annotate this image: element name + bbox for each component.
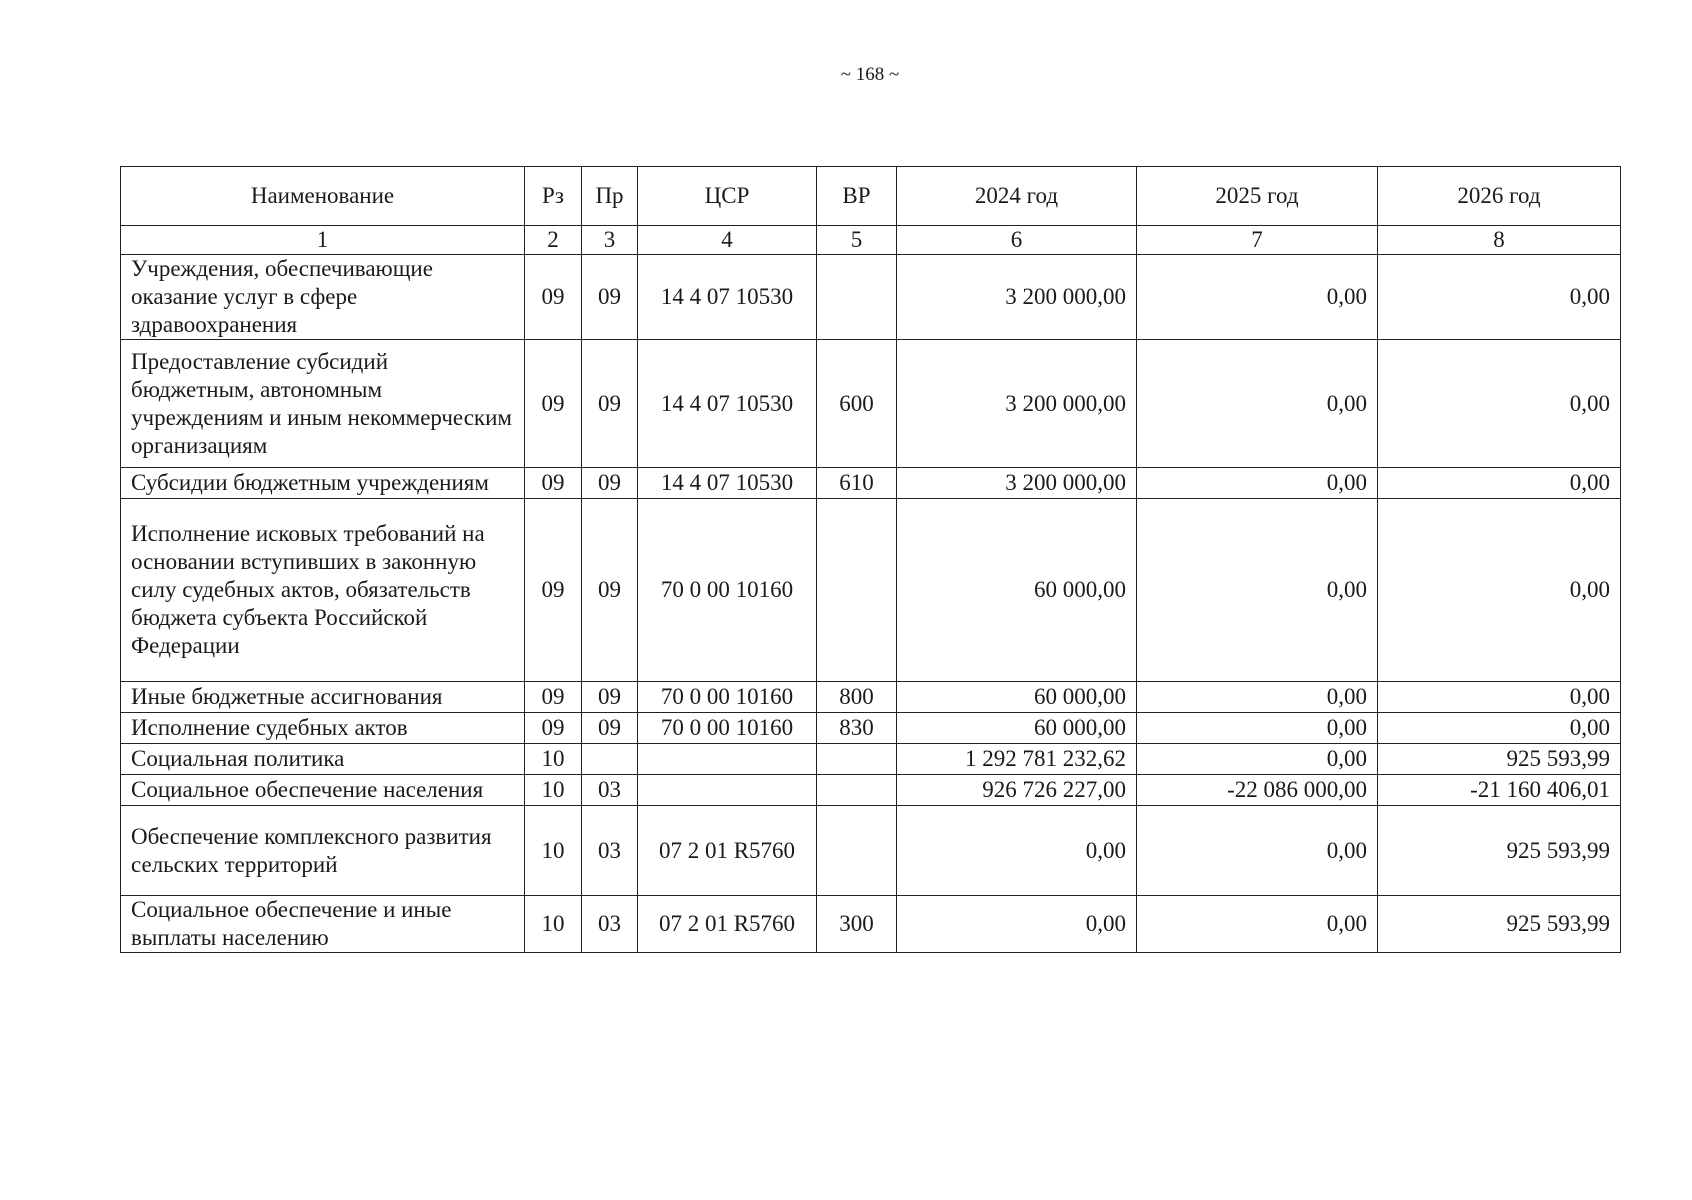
row-rz: 10 [525, 896, 582, 953]
row-pr: 09 [582, 468, 638, 499]
row-vr [817, 775, 897, 806]
row-vr [817, 744, 897, 775]
column-number: 3 [582, 226, 638, 255]
row-2026: 925 593,99 [1378, 744, 1621, 775]
row-csr [638, 775, 817, 806]
table-row [121, 806, 1621, 896]
header-vr: ВР [817, 167, 897, 226]
row-2025: 0,00 [1137, 340, 1378, 468]
row-2026: 0,00 [1378, 340, 1621, 468]
table-row [121, 682, 1621, 713]
row-2025: 0,00 [1137, 744, 1378, 775]
row-pr: 09 [582, 255, 638, 340]
row-2024: 3 200 000,00 [897, 255, 1137, 340]
header-2024: 2024 год [897, 167, 1137, 226]
header-rz: Рз [525, 167, 582, 226]
header-2025: 2025 год [1137, 167, 1378, 226]
row-rz: 09 [525, 468, 582, 499]
row-vr: 610 [817, 468, 897, 499]
table-row [121, 499, 1621, 682]
row-pr: 03 [582, 806, 638, 896]
row-2024: 1 292 781 232,62 [897, 744, 1137, 775]
row-2025: 0,00 [1137, 468, 1378, 499]
row-rz: 10 [525, 775, 582, 806]
row-2025: 0,00 [1137, 499, 1378, 682]
row-name: Социальное обеспечение населения [121, 775, 525, 806]
row-vr [817, 806, 897, 896]
page-number: ~ 168 ~ [840, 64, 900, 85]
row-rz: 09 [525, 682, 582, 713]
row-2025: -22 086 000,00 [1137, 775, 1378, 806]
row-2026: 925 593,99 [1378, 806, 1621, 896]
row-csr: 07 2 01 R5760 [638, 806, 817, 896]
row-name: Субсидии бюджетным учреждениям [121, 468, 525, 499]
row-2025: 0,00 [1137, 713, 1378, 744]
row-csr [638, 744, 817, 775]
column-number: 1 [121, 226, 525, 255]
table-row [121, 713, 1621, 744]
row-2024: 0,00 [897, 896, 1137, 953]
row-vr: 300 [817, 896, 897, 953]
column-number: 7 [1137, 226, 1378, 255]
row-rz: 09 [525, 499, 582, 682]
row-csr: 14 4 07 10530 [638, 255, 817, 340]
row-csr: 14 4 07 10530 [638, 340, 817, 468]
row-2026: 0,00 [1378, 255, 1621, 340]
row-name: Иные бюджетные ассигнования [121, 682, 525, 713]
row-2026: 925 593,99 [1378, 896, 1621, 953]
row-name: Исполнение исковых требований на основании вступивших в законную силу судебных актов, обязательств бюджета субъекта Российской Федерации [121, 499, 525, 682]
row-2025: 0,00 [1137, 255, 1378, 340]
row-name: Исполнение судебных актов [121, 713, 525, 744]
row-vr: 600 [817, 340, 897, 468]
row-2026: -21 160 406,01 [1378, 775, 1621, 806]
header-csr: ЦСР [638, 167, 817, 226]
row-2025: 0,00 [1137, 896, 1378, 953]
row-2024: 60 000,00 [897, 713, 1137, 744]
row-pr [582, 744, 638, 775]
row-csr: 70 0 00 10160 [638, 713, 817, 744]
row-2026: 0,00 [1378, 468, 1621, 499]
table-row [121, 896, 1621, 953]
table-row [121, 255, 1621, 340]
row-2024: 3 200 000,00 [897, 468, 1137, 499]
row-rz: 09 [525, 255, 582, 340]
table-row [121, 744, 1621, 775]
row-rz: 09 [525, 713, 582, 744]
row-pr: 09 [582, 682, 638, 713]
header-2026: 2026 год [1378, 167, 1621, 226]
row-name: Социальная политика [121, 744, 525, 775]
row-rz: 10 [525, 744, 582, 775]
column-number: 2 [525, 226, 582, 255]
row-pr: 03 [582, 896, 638, 953]
row-name: Обеспечение комплексного развития сельских территорий [121, 806, 525, 896]
row-2026: 0,00 [1378, 682, 1621, 713]
row-2024: 0,00 [897, 806, 1137, 896]
row-name: Социальное обеспечение и иные выплаты населению [121, 896, 525, 953]
column-number-row [121, 226, 1621, 255]
row-2024: 3 200 000,00 [897, 340, 1137, 468]
row-rz: 10 [525, 806, 582, 896]
row-vr [817, 499, 897, 682]
row-csr: 07 2 01 R5760 [638, 896, 817, 953]
row-2024: 60 000,00 [897, 499, 1137, 682]
column-number: 4 [638, 226, 817, 255]
row-2026: 0,00 [1378, 713, 1621, 744]
row-2024: 926 726 227,00 [897, 775, 1137, 806]
header-pr: Пр [582, 167, 638, 226]
row-2025: 0,00 [1137, 682, 1378, 713]
header-row [121, 167, 1621, 226]
row-2025: 0,00 [1137, 806, 1378, 896]
row-csr: 70 0 00 10160 [638, 499, 817, 682]
row-name: Учреждения, обеспечивающие оказание услуг в сфере здравоохранения [121, 255, 525, 340]
column-number: 8 [1378, 226, 1621, 255]
row-pr: 09 [582, 340, 638, 468]
row-vr: 800 [817, 682, 897, 713]
row-pr: 09 [582, 713, 638, 744]
row-rz: 09 [525, 340, 582, 468]
row-2026: 0,00 [1378, 499, 1621, 682]
table-row [121, 775, 1621, 806]
row-csr: 14 4 07 10530 [638, 468, 817, 499]
row-vr: 830 [817, 713, 897, 744]
row-pr: 09 [582, 499, 638, 682]
table-row [121, 340, 1621, 468]
column-number: 5 [817, 226, 897, 255]
row-pr: 03 [582, 775, 638, 806]
row-2024: 60 000,00 [897, 682, 1137, 713]
table-row [121, 468, 1621, 499]
row-name: Предоставление субсидий бюджетным, автономным учреждениям и иным некоммерческим организациям [121, 340, 525, 468]
header-name: Наименование [121, 167, 525, 226]
budget-table [120, 166, 1621, 953]
row-vr [817, 255, 897, 340]
column-number: 6 [897, 226, 1137, 255]
row-csr: 70 0 00 10160 [638, 682, 817, 713]
